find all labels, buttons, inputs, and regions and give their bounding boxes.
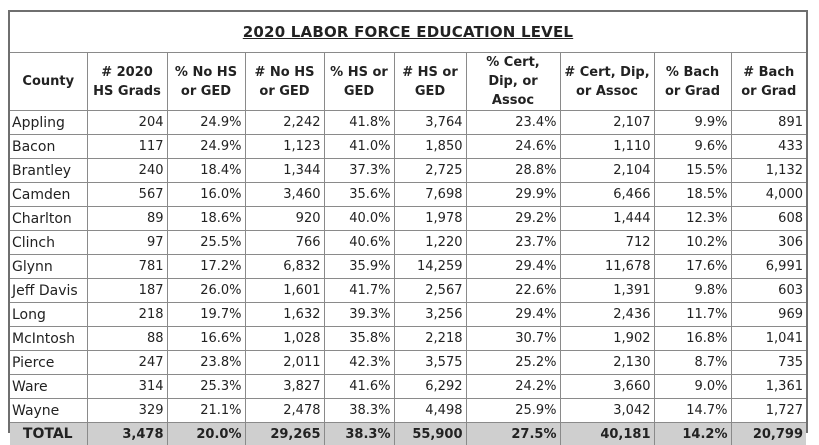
- cell-grads: 187: [87, 279, 167, 303]
- cell-num-no-hs: 1,028: [245, 327, 324, 351]
- cell-pct-bach: 9.8%: [654, 279, 731, 303]
- title-row: [10, 12, 806, 53]
- cell-num-no-hs: 2,242: [245, 111, 324, 135]
- total-num-cert: 40,181: [560, 423, 654, 445]
- cell-grads: 117: [87, 135, 167, 159]
- cell-num-cert: 712: [560, 231, 654, 255]
- cell-num-hs: 1,850: [394, 135, 466, 159]
- cell-num-hs: 1,978: [394, 207, 466, 231]
- table-body: [10, 111, 806, 445]
- cell-county: McIntosh: [10, 327, 87, 351]
- cell-pct-bach: 8.7%: [654, 351, 731, 375]
- cell-pct-bach: 10.2%: [654, 231, 731, 255]
- table-row: [10, 183, 806, 207]
- cell-pct-no-hs: 16.0%: [167, 183, 245, 207]
- table-row: [10, 351, 806, 375]
- table-row: [10, 327, 806, 351]
- cell-county: Long: [10, 303, 87, 327]
- cell-county: Bacon: [10, 135, 87, 159]
- total-num-hs: 55,900: [394, 423, 466, 445]
- cell-pct-bach: 9.6%: [654, 135, 731, 159]
- cell-county: Appling: [10, 111, 87, 135]
- cell-pct-hs: 40.0%: [324, 207, 394, 231]
- cell-county: Brantley: [10, 159, 87, 183]
- cell-pct-bach: 9.0%: [654, 375, 731, 399]
- cell-county: Jeff Davis: [10, 279, 87, 303]
- header-county: County: [10, 53, 87, 111]
- cell-pct-cert: 24.2%: [466, 375, 560, 399]
- header-pct-bach: % Bach or Grad: [654, 53, 731, 111]
- cell-pct-bach: 15.5%: [654, 159, 731, 183]
- cell-pct-no-hs: 18.4%: [167, 159, 245, 183]
- cell-pct-no-hs: 24.9%: [167, 135, 245, 159]
- cell-pct-no-hs: 19.7%: [167, 303, 245, 327]
- cell-pct-hs: 39.3%: [324, 303, 394, 327]
- cell-num-hs: 14,259: [394, 255, 466, 279]
- cell-num-bach: 1,132: [731, 159, 806, 183]
- cell-pct-cert: 25.2%: [466, 351, 560, 375]
- cell-pct-cert: 29.4%: [466, 303, 560, 327]
- cell-num-cert: 3,660: [560, 375, 654, 399]
- education-table-panel: [8, 10, 808, 442]
- cell-num-no-hs: 3,460: [245, 183, 324, 207]
- cell-num-bach: 6,991: [731, 255, 806, 279]
- table-row: [10, 111, 806, 135]
- cell-grads: 567: [87, 183, 167, 207]
- cell-num-bach: 1,361: [731, 375, 806, 399]
- cell-num-bach: 1,041: [731, 327, 806, 351]
- cell-num-hs: 3,256: [394, 303, 466, 327]
- cell-pct-cert: 25.9%: [466, 399, 560, 423]
- cell-pct-bach: 14.7%: [654, 399, 731, 423]
- cell-pct-hs: 37.3%: [324, 159, 394, 183]
- cell-pct-bach: 17.6%: [654, 255, 731, 279]
- cell-pct-bach: 18.5%: [654, 183, 731, 207]
- cell-pct-bach: 9.9%: [654, 111, 731, 135]
- cell-pct-cert: 30.7%: [466, 327, 560, 351]
- cell-grads: 204: [87, 111, 167, 135]
- cell-num-hs: 1,220: [394, 231, 466, 255]
- cell-num-hs: 2,725: [394, 159, 466, 183]
- cell-county: Glynn: [10, 255, 87, 279]
- cell-pct-bach: 12.3%: [654, 207, 731, 231]
- cell-num-cert: 1,444: [560, 207, 654, 231]
- cell-grads: 88: [87, 327, 167, 351]
- cell-pct-hs: 35.8%: [324, 327, 394, 351]
- cell-pct-no-hs: 24.9%: [167, 111, 245, 135]
- cell-pct-cert: 22.6%: [466, 279, 560, 303]
- total-num-bach: 20,799: [731, 423, 806, 445]
- cell-num-hs: 4,498: [394, 399, 466, 423]
- table-row: [10, 231, 806, 255]
- cell-pct-no-hs: 23.8%: [167, 351, 245, 375]
- header-num-cert: # Cert, Dip, or Assoc: [560, 53, 654, 111]
- cell-num-no-hs: 920: [245, 207, 324, 231]
- cell-num-hs: 3,764: [394, 111, 466, 135]
- cell-num-no-hs: 2,011: [245, 351, 324, 375]
- table-title: 2020 LABOR FORCE EDUCATION LEVEL: [242, 23, 574, 41]
- cell-num-hs: 2,567: [394, 279, 466, 303]
- cell-pct-cert: 29.4%: [466, 255, 560, 279]
- cell-num-bach: 608: [731, 207, 806, 231]
- cell-pct-no-hs: 21.1%: [167, 399, 245, 423]
- cell-grads: 240: [87, 159, 167, 183]
- cell-county: Ware: [10, 375, 87, 399]
- cell-pct-cert: 24.6%: [466, 135, 560, 159]
- cell-pct-hs: 41.6%: [324, 375, 394, 399]
- education-table: [10, 53, 806, 445]
- cell-num-cert: 2,104: [560, 159, 654, 183]
- total-pct-bach: 14.2%: [654, 423, 731, 445]
- cell-num-cert: 1,391: [560, 279, 654, 303]
- cell-grads: 89: [87, 207, 167, 231]
- header-pct-hs: % HS or GED: [324, 53, 394, 111]
- cell-pct-no-hs: 25.3%: [167, 375, 245, 399]
- total-row: [10, 423, 806, 445]
- cell-num-no-hs: 2,478: [245, 399, 324, 423]
- cell-num-hs: 3,575: [394, 351, 466, 375]
- cell-num-bach: 4,000: [731, 183, 806, 207]
- cell-num-bach: 603: [731, 279, 806, 303]
- cell-grads: 97: [87, 231, 167, 255]
- header-pct-no-hs: % No HS or GED: [167, 53, 245, 111]
- header-num-hs: # HS or GED: [394, 53, 466, 111]
- cell-num-cert: 2,130: [560, 351, 654, 375]
- header-pct-cert: % Cert, Dip, or Assoc: [466, 53, 560, 111]
- cell-num-bach: 1,727: [731, 399, 806, 423]
- cell-county: Pierce: [10, 351, 87, 375]
- total-pct-no-hs: 20.0%: [167, 423, 245, 445]
- cell-num-no-hs: 1,632: [245, 303, 324, 327]
- cell-pct-hs: 42.3%: [324, 351, 394, 375]
- cell-num-no-hs: 6,832: [245, 255, 324, 279]
- cell-num-hs: 7,698: [394, 183, 466, 207]
- cell-pct-hs: 35.6%: [324, 183, 394, 207]
- cell-num-cert: 6,466: [560, 183, 654, 207]
- cell-pct-cert: 23.4%: [466, 111, 560, 135]
- cell-num-cert: 3,042: [560, 399, 654, 423]
- cell-num-hs: 2,218: [394, 327, 466, 351]
- cell-pct-cert: 29.2%: [466, 207, 560, 231]
- header-num-no-hs: # No HS or GED: [245, 53, 324, 111]
- cell-county: Clinch: [10, 231, 87, 255]
- cell-pct-no-hs: 16.6%: [167, 327, 245, 351]
- cell-pct-bach: 11.7%: [654, 303, 731, 327]
- table-row: [10, 207, 806, 231]
- table-row: [10, 135, 806, 159]
- total-num-no-hs: 29,265: [245, 423, 324, 445]
- cell-pct-cert: 23.7%: [466, 231, 560, 255]
- cell-pct-no-hs: 18.6%: [167, 207, 245, 231]
- cell-pct-no-hs: 17.2%: [167, 255, 245, 279]
- cell-num-bach: 306: [731, 231, 806, 255]
- cell-grads: 247: [87, 351, 167, 375]
- cell-num-bach: 969: [731, 303, 806, 327]
- total-grads: 3,478: [87, 423, 167, 445]
- table-row: [10, 303, 806, 327]
- cell-num-bach: 433: [731, 135, 806, 159]
- cell-pct-cert: 29.9%: [466, 183, 560, 207]
- header-grads: # 2020 HS Grads: [87, 53, 167, 111]
- cell-num-cert: 1,902: [560, 327, 654, 351]
- cell-pct-hs: 41.8%: [324, 111, 394, 135]
- cell-num-no-hs: 766: [245, 231, 324, 255]
- cell-pct-no-hs: 26.0%: [167, 279, 245, 303]
- cell-num-cert: 1,110: [560, 135, 654, 159]
- cell-grads: 781: [87, 255, 167, 279]
- cell-pct-hs: 40.6%: [324, 231, 394, 255]
- cell-num-hs: 6,292: [394, 375, 466, 399]
- table-row: [10, 279, 806, 303]
- table-row: [10, 375, 806, 399]
- cell-pct-hs: 41.0%: [324, 135, 394, 159]
- cell-pct-bach: 16.8%: [654, 327, 731, 351]
- cell-county: Camden: [10, 183, 87, 207]
- cell-num-no-hs: 3,827: [245, 375, 324, 399]
- total-county: TOTAL: [10, 423, 87, 445]
- cell-pct-cert: 28.8%: [466, 159, 560, 183]
- cell-num-cert: 11,678: [560, 255, 654, 279]
- cell-grads: 329: [87, 399, 167, 423]
- total-pct-cert: 27.5%: [466, 423, 560, 445]
- cell-num-no-hs: 1,601: [245, 279, 324, 303]
- cell-num-cert: 2,436: [560, 303, 654, 327]
- cell-pct-hs: 41.7%: [324, 279, 394, 303]
- cell-grads: 314: [87, 375, 167, 399]
- cell-num-no-hs: 1,123: [245, 135, 324, 159]
- table-row: [10, 159, 806, 183]
- cell-num-no-hs: 1,344: [245, 159, 324, 183]
- total-pct-hs: 38.3%: [324, 423, 394, 445]
- cell-county: Charlton: [10, 207, 87, 231]
- header-row: [10, 53, 806, 111]
- table-row: [10, 399, 806, 423]
- cell-num-bach: 735: [731, 351, 806, 375]
- cell-county: Wayne: [10, 399, 87, 423]
- table-row: [10, 255, 806, 279]
- header-num-bach: # Bach or Grad: [731, 53, 806, 111]
- cell-pct-hs: 35.9%: [324, 255, 394, 279]
- cell-grads: 218: [87, 303, 167, 327]
- cell-num-bach: 891: [731, 111, 806, 135]
- cell-pct-hs: 38.3%: [324, 399, 394, 423]
- cell-pct-no-hs: 25.5%: [167, 231, 245, 255]
- cell-num-cert: 2,107: [560, 111, 654, 135]
